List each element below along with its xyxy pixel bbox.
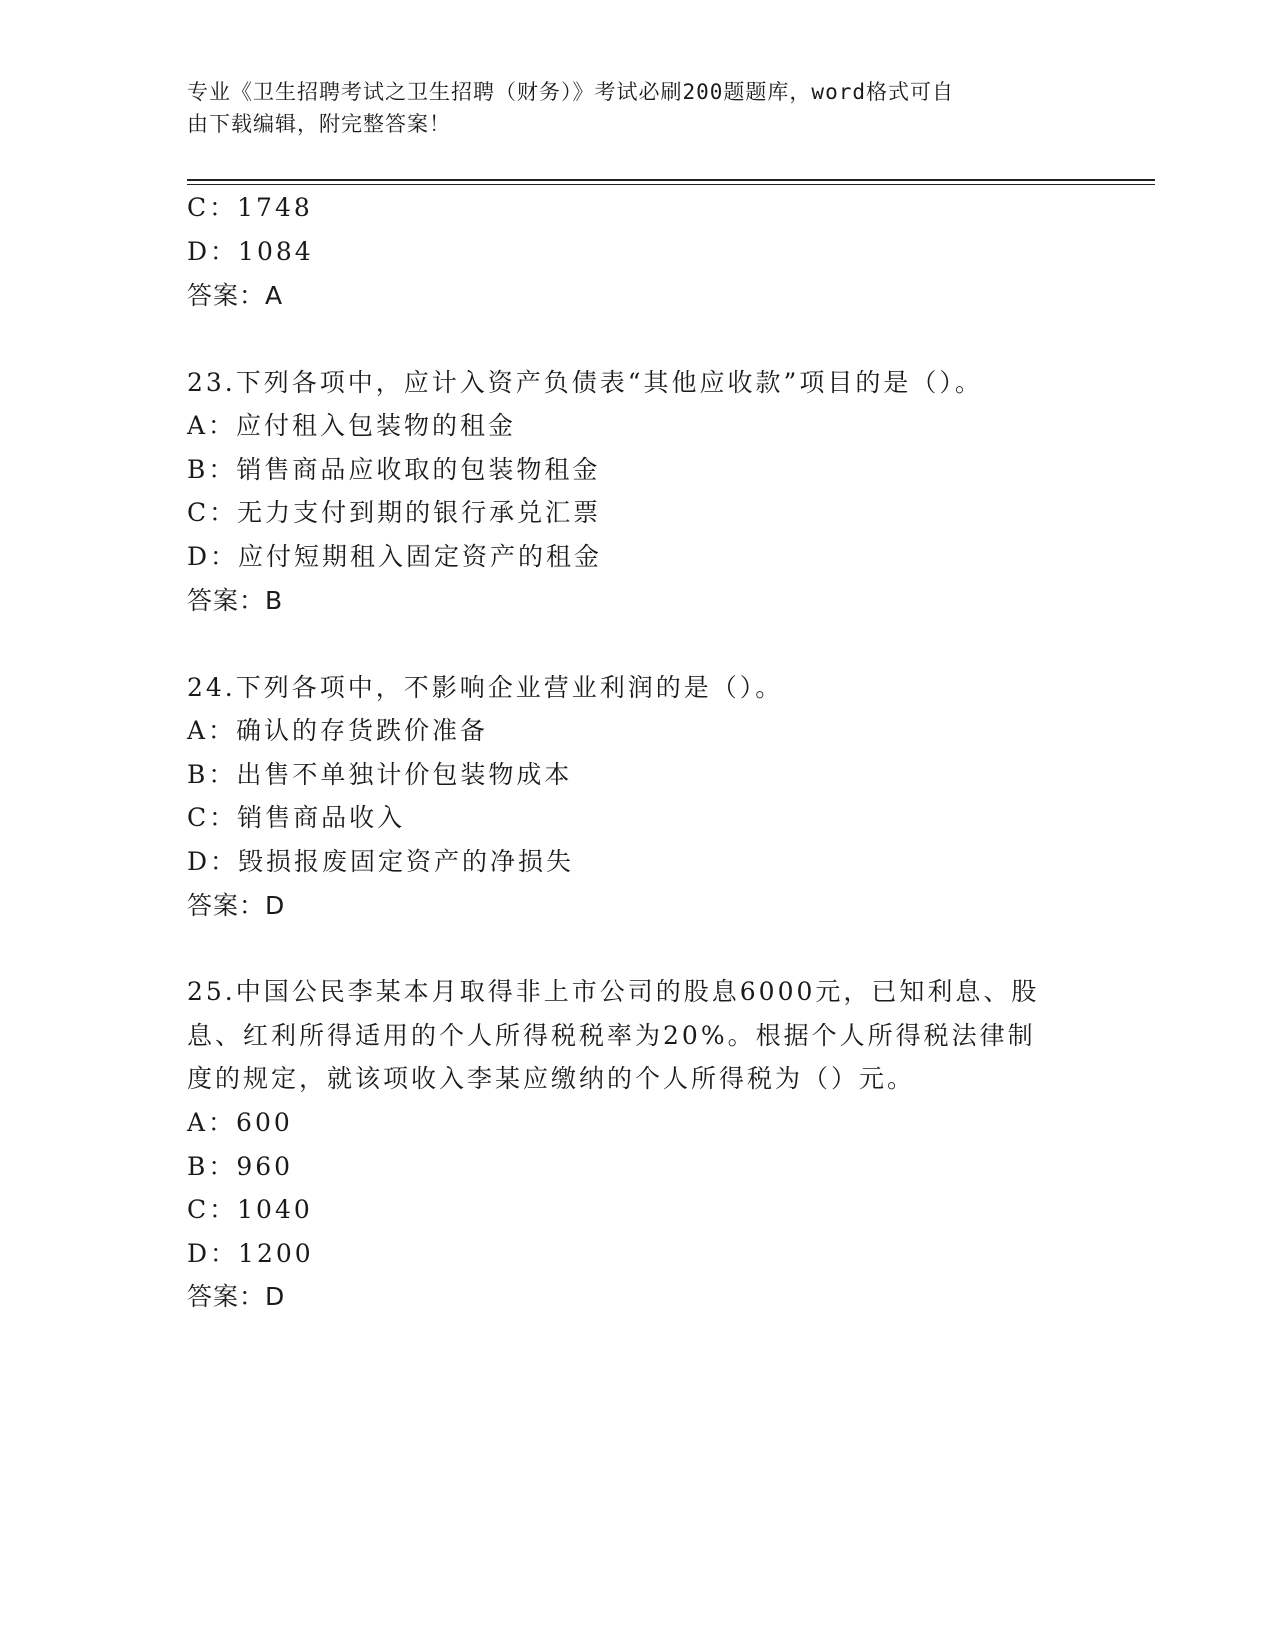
header-divider-thin — [187, 184, 1155, 185]
q23-option-d: D：应付短期租入固定资产的租金 — [187, 542, 603, 571]
q23-option-c: C：无力支付到期的银行承兑汇票 — [187, 498, 602, 527]
q25-option-a: A：600 — [187, 1108, 293, 1137]
prev-option-c: C：1748 — [187, 193, 313, 222]
header-divider-thick — [187, 179, 1155, 181]
header-intro-line2: 由下载编辑，附完整答案！ — [187, 112, 451, 136]
q24-option-b: B：出售不单独计价包装物成本 — [187, 760, 573, 789]
q23-answer: 答案：B — [187, 586, 284, 615]
header-intro-line1: 专业《卫生招聘考试之卫生招聘（财务）》考试必刷200题题库，word格式可自 — [187, 80, 954, 104]
q24-option-a: A：确认的存货跌价准备 — [187, 716, 489, 745]
q23-stem: 23.下列各项中，应计入资产负债表“其他应收款”项目的是（）。 — [187, 368, 983, 397]
prev-answer: 答案：A — [187, 281, 284, 310]
q25-option-b: B：960 — [187, 1152, 294, 1181]
q24-option-d: D：毁损报废固定资产的净损失 — [187, 847, 575, 876]
q24-answer: 答案：D — [187, 891, 286, 920]
q25-stem-line3: 度的规定，就该项收入李某应缴纳的个人所得税为（）元。 — [187, 1064, 916, 1093]
prev-option-d: D：1084 — [187, 237, 314, 266]
q25-stem-line2: 息、红利所得适用的个人所得税税率为20%。根据个人所得税法律制 — [187, 1021, 1036, 1050]
q23-option-b: B：销售商品应收取的包装物租金 — [187, 455, 601, 484]
q24-stem: 24.下列各项中，不影响企业营业利润的是（）。 — [187, 673, 784, 702]
q25-option-c: C：1040 — [187, 1195, 313, 1224]
q25-stem-line1: 25.中国公民李某本月取得非上市公司的股息6000元，已知利息、股 — [187, 977, 1040, 1006]
header-intro — [187, 76, 1067, 140]
q25-option-d: D：1200 — [187, 1239, 314, 1268]
q23-option-a: A：应付租入包装物的租金 — [187, 411, 517, 440]
q25-answer: 答案：D — [187, 1282, 286, 1311]
q24-option-c: C：销售商品收入 — [187, 803, 406, 832]
